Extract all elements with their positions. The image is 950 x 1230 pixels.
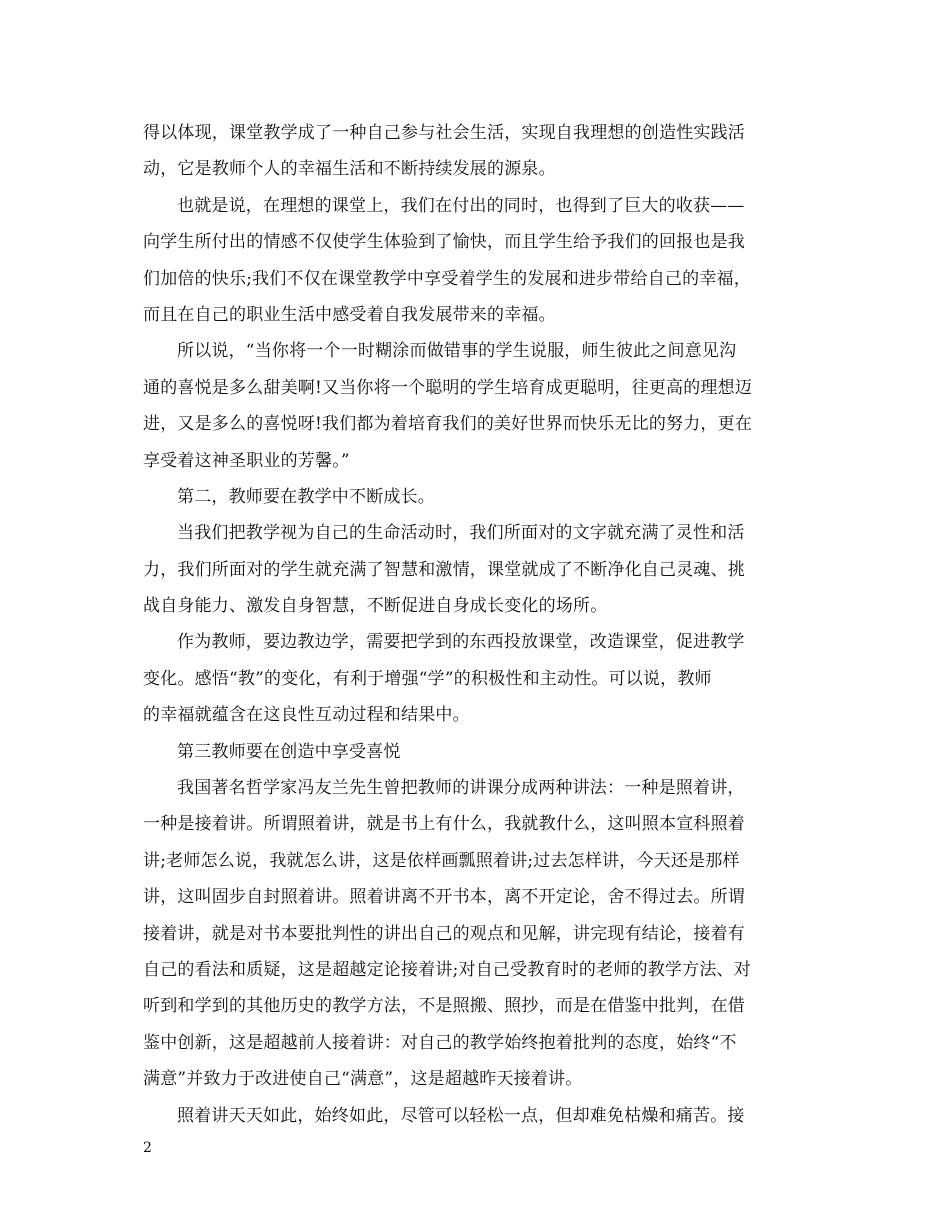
text-line: 讲，这叫固步自封照着讲。照着讲离不开书本，离不开定论，舍不得过去。所谓 <box>143 887 745 908</box>
text-line: 向学生所付出的情感不仅使学生体验到了愉快，而且学生给予我们的回报也是我 <box>143 232 745 253</box>
text-line: 也就是说，在理想的课堂上，我们在付出的同时，也得到了巨大的收获—— <box>177 195 745 216</box>
text-line: 而且在自己的职业生活中感受着自我发展带来的幸福。 <box>143 304 556 325</box>
page-number: 2 <box>143 1140 152 1156</box>
text-line: 接着讲，就是对书本要批判性的讲出自己的观点和见解，讲完现有结论，接着有 <box>143 923 745 944</box>
text-line: 力，我们所面对的学生就充满了智慧和激情，课堂就成了不断净化自己灵魂、挑 <box>143 559 745 580</box>
text-line: 战自身能力、激发自身智慧，不断促进自身成长变化的场所。 <box>143 596 608 617</box>
text-line: 照着讲天天如此，始终如此，尽管可以轻松一点，但却难免枯燥和痛苦。接 <box>177 1105 745 1126</box>
text-line: 听到和学到的其他历史的教学方法，不是照搬、照抄，而是在借鉴中批判，在借 <box>143 996 745 1017</box>
text-line: 当我们把教学视为自己的生命活动时，我们所面对的文字就充满了灵性和活 <box>177 523 745 544</box>
text-line: 进，又是多么的喜悦呀!我们都为着培育我们的美好世界而快乐无比的努力，更在 <box>143 414 753 435</box>
text-line: 讲;老师怎么说，我就怎么讲，这是依样画瓢照着讲;过去怎样讲，今天还是那样 <box>143 850 740 871</box>
text-line: 所以说，“当你将一个一时糊涂而做错事的学生说服，师生彼此之间意见沟 <box>177 341 737 362</box>
text-line: 自己的看法和质疑，这是超越定论接着讲;对自己受教育时的老师的教学方法、对 <box>143 959 751 980</box>
text-line: 作为教师，要边教边学，需要把学到的东西投放课堂，改造课堂，促进教学 <box>177 632 745 653</box>
body-text <box>143 115 813 1134</box>
text-line: 变化。感悟“教”的变化，有利于增强“学”的积极性和主动性。可以说，教师 <box>143 668 712 689</box>
text-line: 满意”并致力于改进使自己“满意”，这是超越昨天接着讲。 <box>143 1069 583 1090</box>
text-line: 得以体现，课堂教学成了一种自己参与社会生活，实现自我理想的创造性实践活 <box>143 123 745 143</box>
section-heading: 第二，教师要在教学中不断成长。 <box>177 486 435 507</box>
text-line: 动，它是教师个人的幸福生活和不断持续发展的源泉。 <box>143 159 556 180</box>
text-line: 享受着这神圣职业的芳馨。” <box>143 450 350 471</box>
text-line: 鉴中创新，这是超越前人接着讲：对自己的教学始终抱着批判的态度，始终“不 <box>143 1032 737 1053</box>
text-line: 的幸福就蕴含在这良性互动过程和结果中。 <box>143 705 470 726</box>
text-line: 我国著名哲学家冯友兰先生曾把教师的讲课分成两种讲法：一种是照着讲， <box>177 778 745 799</box>
text-line: 通的喜悦是多么甜美啊!又当你将一个聪明的学生培育成更聪明，往更高的理想迈 <box>143 377 753 398</box>
text-line: 们加倍的快乐;我们不仅在课堂教学中享受着学生的发展和进步带给自己的幸福， <box>143 268 751 289</box>
section-heading: 第三教师要在创造中享受喜悦 <box>177 741 401 762</box>
text-line: 一种是接着讲。所谓照着讲，就是书上有什么，我就教什么，这叫照本宣科照着 <box>143 814 745 835</box>
